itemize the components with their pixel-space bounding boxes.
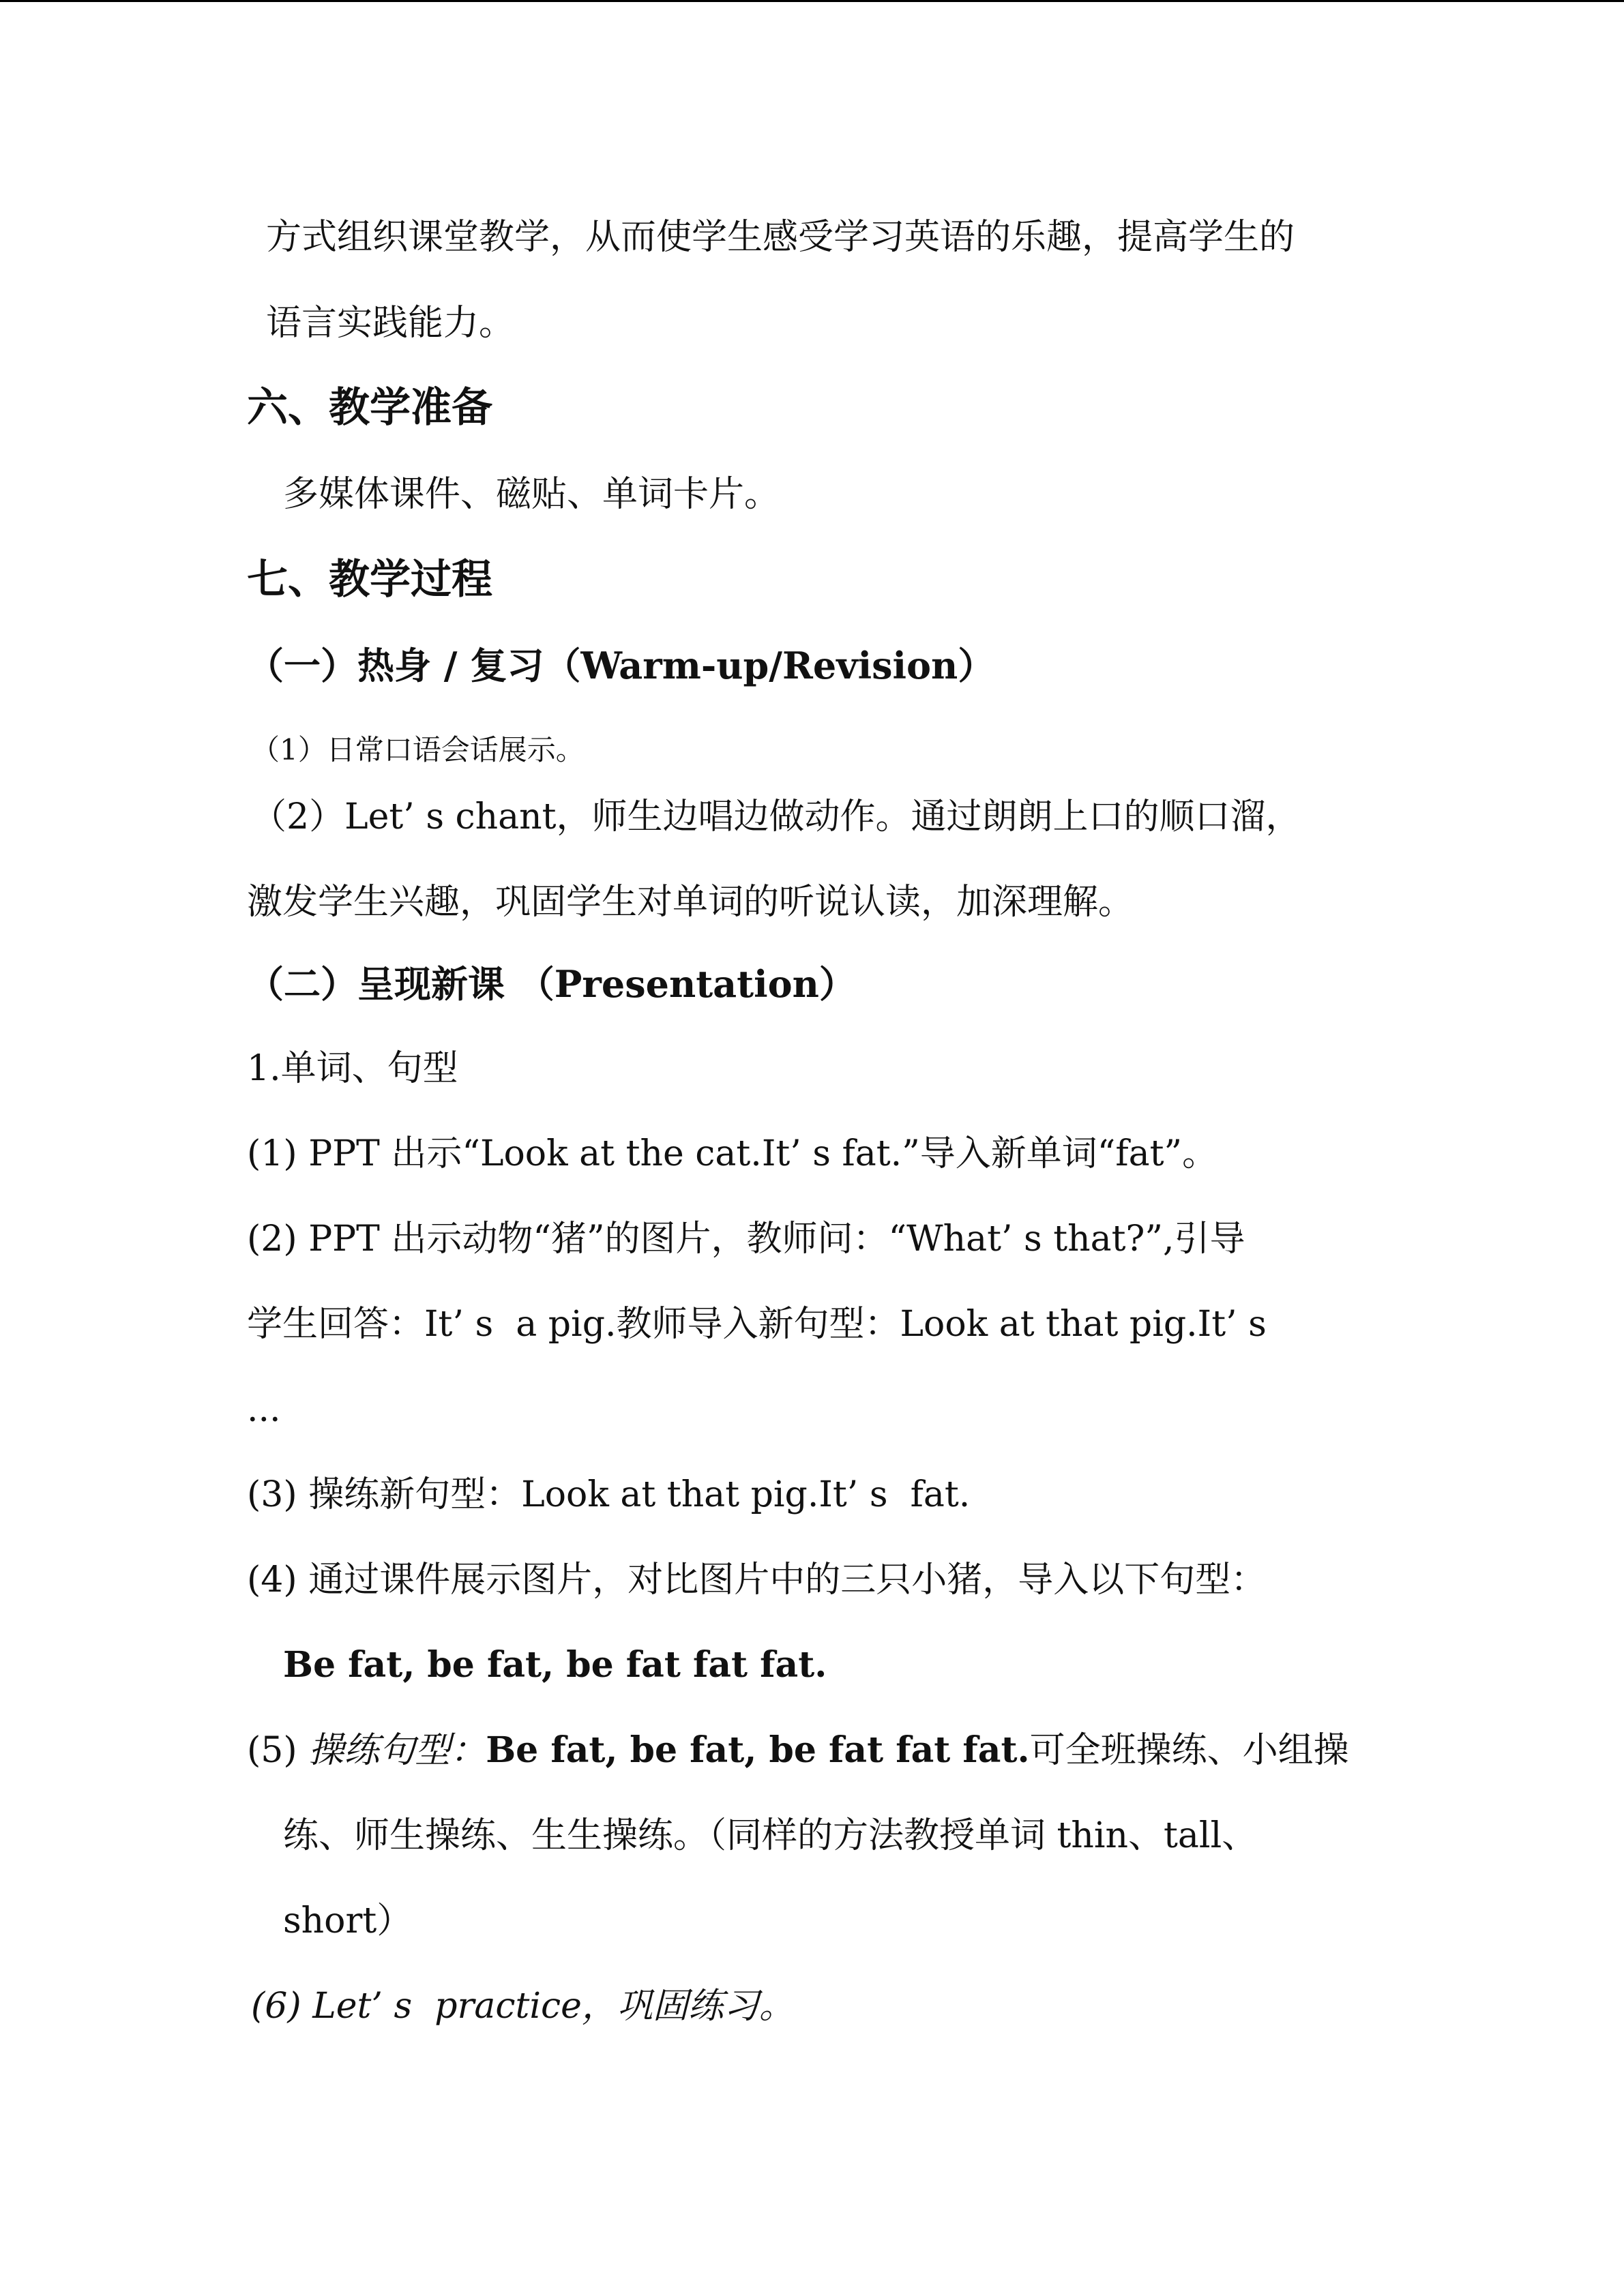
step-4: (4) 通过课件展示图片，对比图片中的三只小猪，导入以下句型：: [247, 1560, 1267, 1600]
step-5-line-1: [247, 1727, 1349, 1774]
step-5-bold-sentence: Be fat, be fat, be fat fat fat.: [486, 1729, 1030, 1771]
step-5-line-2: 练、师生操练、生生操练。（同样的方法教授单词 thin、tall、: [283, 1815, 1258, 1856]
subsection-words-sentences: 1.单词、句型: [247, 1048, 458, 1089]
warmup-item-2-line-2: 激发学生兴趣，巩固学生对单词的听说认读，加深理解。: [247, 882, 1134, 923]
step-5-rest: 可全班操练、小组操: [1029, 1730, 1349, 1771]
section-6-text: 多媒体课件、磁贴、单词卡片。: [283, 474, 780, 515]
step-1: (1) PPT 出示“Look at the cat.It’ s fat.”导入新单词“fat”。: [247, 1133, 1218, 1174]
step-2-line-3: ...: [247, 1389, 281, 1430]
warmup-heading: （一）热身 / 复习（Warm-up/Revision）: [247, 644, 995, 687]
step-6: (6) Let’ s practice，巩固练习。: [251, 1986, 795, 2027]
step-5-italic-label: 操练句型：: [308, 1730, 486, 1771]
section-6-heading: 六、教学准备: [247, 384, 492, 432]
step-4-example: Be fat, be fat, be fat fat fat.: [283, 1644, 827, 1686]
step-2-line-2: 学生回答：It’ s a pig.教师导入新句型：Look at that pig.It’ s: [247, 1304, 1267, 1345]
intro-paragraph-line-1: 方式组织课堂教学，从而使学生感受学习英语的乐趣，提高学生的: [266, 217, 1295, 258]
warmup-item-1: （1）日常口语会话展示。: [251, 733, 585, 766]
step-5-prefix: (5): [247, 1730, 309, 1771]
step-3: (3) 操练新句型：Look at that pig.It’ s fat.: [247, 1474, 971, 1515]
warmup-item-2-line-1: （2）Let’ s chant，师生边唱边做动作。通过朗朗上口的顺口溜，: [251, 796, 1301, 837]
step-5-line-3: short）: [283, 1900, 413, 1941]
page-top-border: [0, 0, 1624, 2]
intro-paragraph-line-2: 语言实践能力。: [266, 303, 515, 344]
step-2-line-1: (2) PPT 出示动物“猪”的图片，教师问：“What’ s that?”,引导: [247, 1219, 1245, 1259]
section-7-heading: 七、教学过程: [247, 556, 492, 603]
presentation-heading: （二）呈现新课 （Presentation）: [247, 962, 856, 1006]
